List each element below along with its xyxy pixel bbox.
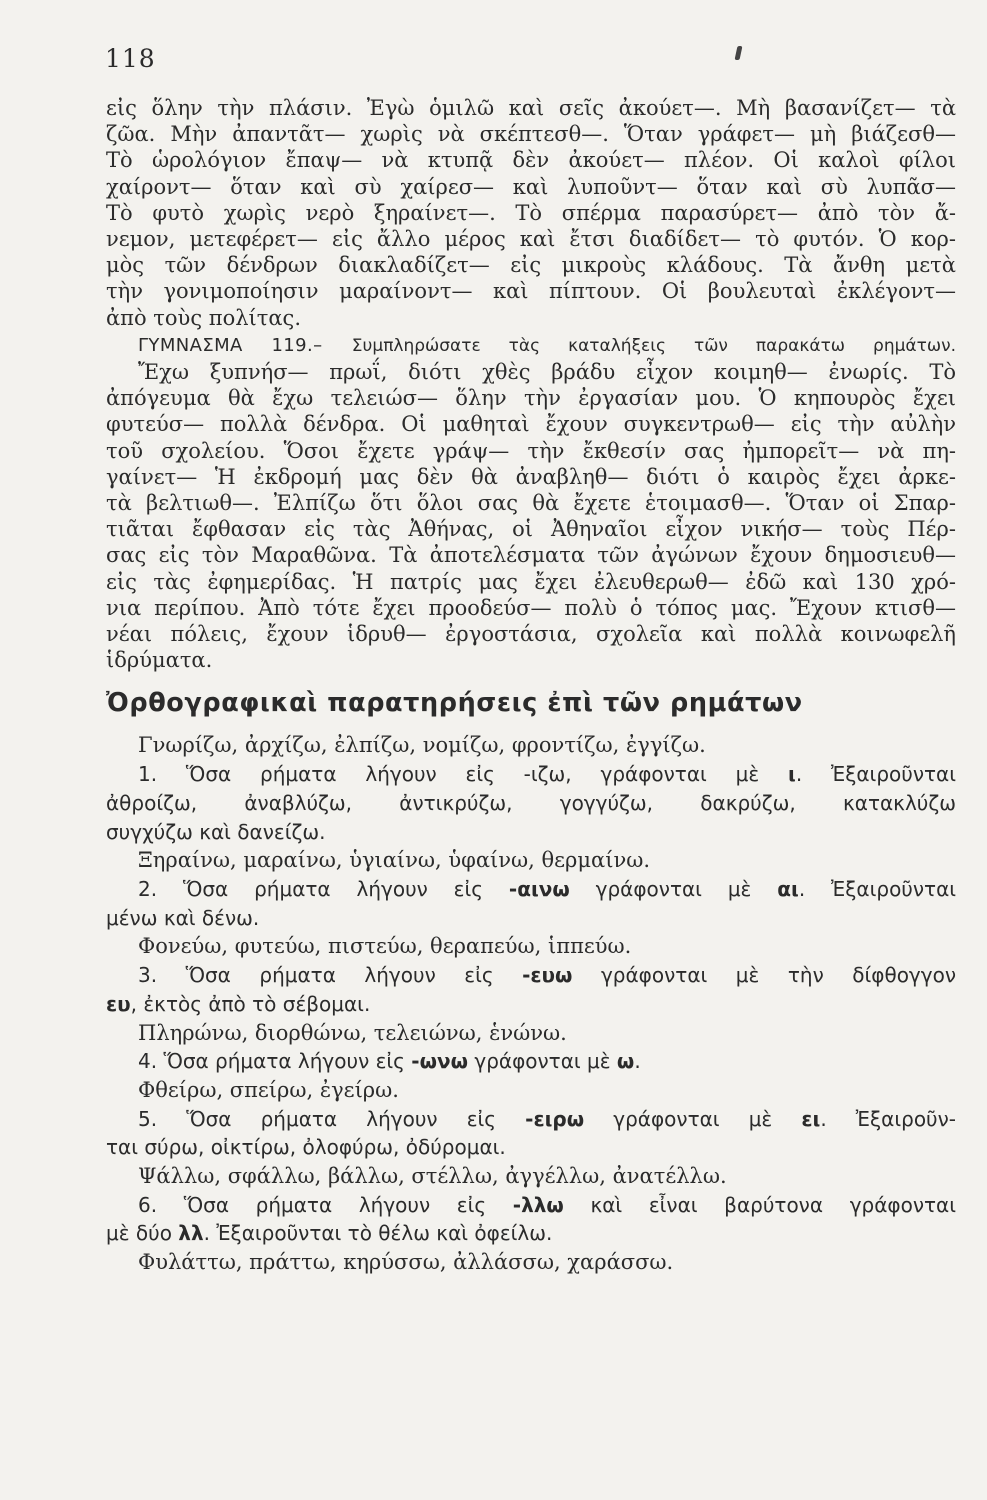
rule-tail: .: [634, 1049, 641, 1074]
rule-ending: -ευω: [522, 963, 573, 988]
rule-line: [106, 1105, 956, 1134]
passage-line: νεμον, μετεφέρετ— εἰς ἄλλο μέρος καὶ ἔτσι διαδίδετ— τὸ φυτόν. Ὁ κορ-: [106, 227, 956, 252]
exercise-line: γαίνετ— Ἡ ἐκδρομή μας δὲν θὰ ἀναβληθ— διότι ὁ καιρὸς ἔχει ἀρκε-: [106, 464, 956, 489]
passage-line: εἰς ὅλην τὴν πλάσιν. Ἐγὼ ὁμιλῶ καὶ σεῖς ἀκούετ—. Μὴ βασανίζετ— τὰ: [106, 96, 956, 120]
exercise-line: τιᾶται ἔφθασαν εἰς τὰς Ἀθήνας, οἱ Ἀθηναῖοι εἶχον νικήσ— τοὺς Πέρ-: [106, 517, 956, 542]
page-number: 118: [105, 44, 156, 73]
rule-text: 4. Ὅσα ρήματα λήγουν εἰς: [138, 1049, 405, 1074]
examples-line: Ξηραίνω, μαραίνω, ὑγιαίνω, ὑφαίνω, θερμαίνω.: [138, 848, 651, 873]
exceptions-line: ἀθροίζω, ἀναβλύζω, ἀντικρύζω, γογγύζω, δακρύζω, κατακλύζω: [106, 790, 956, 815]
passage-line: χαίροντ— ὅταν καὶ σὺ χαίρεσ— καὶ λυποῦντ— ὅταν καὶ σὺ λυπᾶσ—: [106, 174, 956, 199]
exercise-line: νέαι πόλεις, ἔχουν ἱδρυθ— ἐργοστάσια, σχολεῖα καὶ πολλὰ κοινωφελῆ: [106, 622, 956, 647]
passage-line: μὸς τῶν δένδρων διακλαδίζετ— εἰς μικροὺς κλάδους. Τὰ ἄνθη μετὰ: [106, 253, 956, 278]
rule-letter: ει: [801, 1106, 821, 1131]
examples-line: Πληρώνω, διορθώνω, τελειώνω, ἑνώνω.: [138, 1020, 567, 1045]
rule-tail: . Ἐξαιροῦνται: [798, 876, 957, 901]
rule-line: [106, 990, 956, 1019]
rule-ending: -λλω: [512, 1192, 564, 1217]
exercise-title: ΓΥΜΝΑΣΜΑ 119.–: [138, 334, 323, 356]
rule-tail: . Ἐξαιροῦνται τὸ θέλω καὶ ὀφείλω.: [203, 1221, 553, 1246]
rule-line: [106, 1191, 956, 1220]
exceptions-line: μένω καὶ δένω.: [106, 905, 260, 930]
rule-letter: αι: [777, 876, 799, 901]
exercise-line: ἱδρύματα.: [106, 648, 213, 673]
rule-line: [106, 760, 956, 789]
passage-line: Τὸ ὡρολόγιον ἔπαψ— νὰ κτυπᾷ δὲν ἀκούετ— πλέον. Οἱ καλοὶ φίλοι: [106, 148, 956, 173]
passage-line: ἀπὸ τοὺς πολίτας.: [106, 305, 301, 330]
exercise-line: σας εἰς τὸν Μαραθῶνα. Τὰ ἀποτελέσματα τῶν ἀγώνων ἔχουν δημοσιευθ—: [106, 543, 956, 568]
exercise-prompt: Συμπληρώσατε τὰς καταλήξεις τῶν παρακάτω ρημάτων.: [351, 335, 956, 356]
rule-line: [106, 961, 956, 990]
exercise-line: νια περίπου. Ἀπὸ τότε ἔχει προοδεύσ— πολὺ ὁ τόπος μας. Ἔχουν κτισθ—: [106, 595, 956, 620]
passage-line: ζῶα. Μὴν ἀπαντᾶτ— χωρὶς νὰ σκέπτεσθ—. Ὅταν γράφετ— μὴ βιάζεσθ—: [106, 122, 956, 147]
rule-text: μὲ δύο: [106, 1221, 172, 1246]
exercise-header: [106, 331, 956, 359]
rule-letter: λλ: [178, 1221, 204, 1246]
exceptions-line: συγχύζω καὶ δανείζω.: [106, 819, 326, 844]
rule-text: 1. Ὅσα ρήματα λήγουν εἰς -ιζω, γράφονται μὲ: [138, 762, 760, 787]
rule-line: [106, 875, 956, 904]
examples-line: Φθείρω, σπείρω, ἐγείρω.: [138, 1077, 399, 1102]
rule-text: γράφονται μὲ: [474, 1049, 611, 1074]
rule-text: καὶ εἶναι βαρύτονα γράφονται: [590, 1192, 956, 1217]
examples-line: Φονεύω, φυτεύω, πιστεύω, θεραπεύω, ἱππεύω.: [138, 934, 632, 959]
rule-line: [106, 1047, 956, 1076]
rule-text: 3. Ὅσα ρήματα λήγουν εἰς: [138, 963, 494, 988]
rule-tail: . Ἐξαιροῦνται: [795, 762, 956, 787]
exercise-line: εἰς τὰς ἐφημερίδας. Ἡ πατρίς μας ἔχει ἐλευθερωθ— ἐδῶ καὶ 130 χρό-: [106, 569, 956, 594]
rule-text: 6. Ὅσα ρήματα λήγουν εἰς: [138, 1192, 487, 1217]
rule-ending: -ειρω: [525, 1106, 585, 1131]
rule-letter: ι: [788, 762, 796, 787]
exceptions-line: ται σύρω, οἰκτίρω, ὀλοφύρω, ὀδύρομαι.: [106, 1135, 506, 1160]
passage-line: Τὸ φυτὸ χωρὶς νερὸ ξηραίνετ—. Τὸ σπέρμα παρασύρετ— ἀπὸ τὸν ἄ-: [106, 200, 956, 225]
rule-text: γράφονται μὲ: [613, 1106, 773, 1131]
exercise-line: τοῦ σχολείου. Ὅσοι ἔχετε γράψ— τὴν ἔκθεσίν σας ἠμπορεῖτ— νὰ πη-: [106, 438, 956, 463]
rule-ending: -ωνω: [411, 1049, 468, 1074]
rule-text: 2. Ὅσα ρήματα λήγουν εἰς: [138, 876, 484, 901]
rule-tail: . Ἐξαιροῦν-: [820, 1106, 957, 1131]
rule-text: γράφονται μὲ τὴν δίφθογγον: [600, 963, 957, 988]
examples-line: Ψάλλω, σφάλλω, βάλλω, στέλλω, ἀγγέλλω, ἀνατέλλω.: [138, 1164, 727, 1189]
rule-letter: ευ: [106, 991, 131, 1016]
rule-line: [106, 1219, 956, 1248]
rule-tail: , ἐκτὸς ἀπὸ τὸ σέβομαι.: [130, 991, 371, 1016]
examples-line: Γνωρίζω, ἀρχίζω, ἐλπίζω, νομίζω, φροντίζω, ἐγγίζω.: [138, 733, 706, 758]
section-heading: Ὀρθογραφικαὶ παρατηρήσεις ἐπὶ τῶν ρημάτων: [106, 688, 803, 719]
spelling-rules: [106, 731, 956, 1276]
exercise-passage: [106, 95, 956, 673]
exercise-line: φυτεύσ— πολλὰ δένδρα. Οἱ μαθηταὶ ἔχουν συγκεντρωθ— εἰς τὴν αὐλὴν: [106, 412, 956, 437]
rule-letter: ω: [616, 1049, 635, 1074]
exercise-line: ἀπόγευμα θὰ ἔχω τελειώσ— ὅλην τὴν ἐργασίαν μου. Ὁ κηπουρὸς ἔχει: [106, 386, 956, 411]
ink-speck: [735, 46, 743, 60]
rule-ending: -αινω: [508, 876, 570, 901]
examples-line: Φυλάττω, πράττω, κηρύσσω, ἀλλάσσω, χαράσσω.: [138, 1250, 674, 1275]
rule-text: γράφονται μὲ: [595, 876, 752, 901]
page-body: [106, 95, 956, 1277]
rule-text: 5. Ὅσα ρήματα λήγουν εἰς: [138, 1106, 497, 1131]
passage-line: τὴν γονιμοποίησιν μαραίνοντ— καὶ πίπτουν. Οἱ βουλευταὶ ἐκλέγοντ—: [106, 279, 956, 304]
exercise-line: τὰ βελτιωθ—. Ἐλπίζω ὅτι ὅλοι σας θὰ ἔχετε ἑτοιμασθ—. Ὅταν οἱ Σπαρ-: [106, 491, 956, 516]
exercise-line: Ἔχω ξυπνήσ— πρωΐ, διότι χθὲς βράδυ εἶχον κοιμηθ— ἐνωρίς. Τὸ: [138, 360, 956, 385]
